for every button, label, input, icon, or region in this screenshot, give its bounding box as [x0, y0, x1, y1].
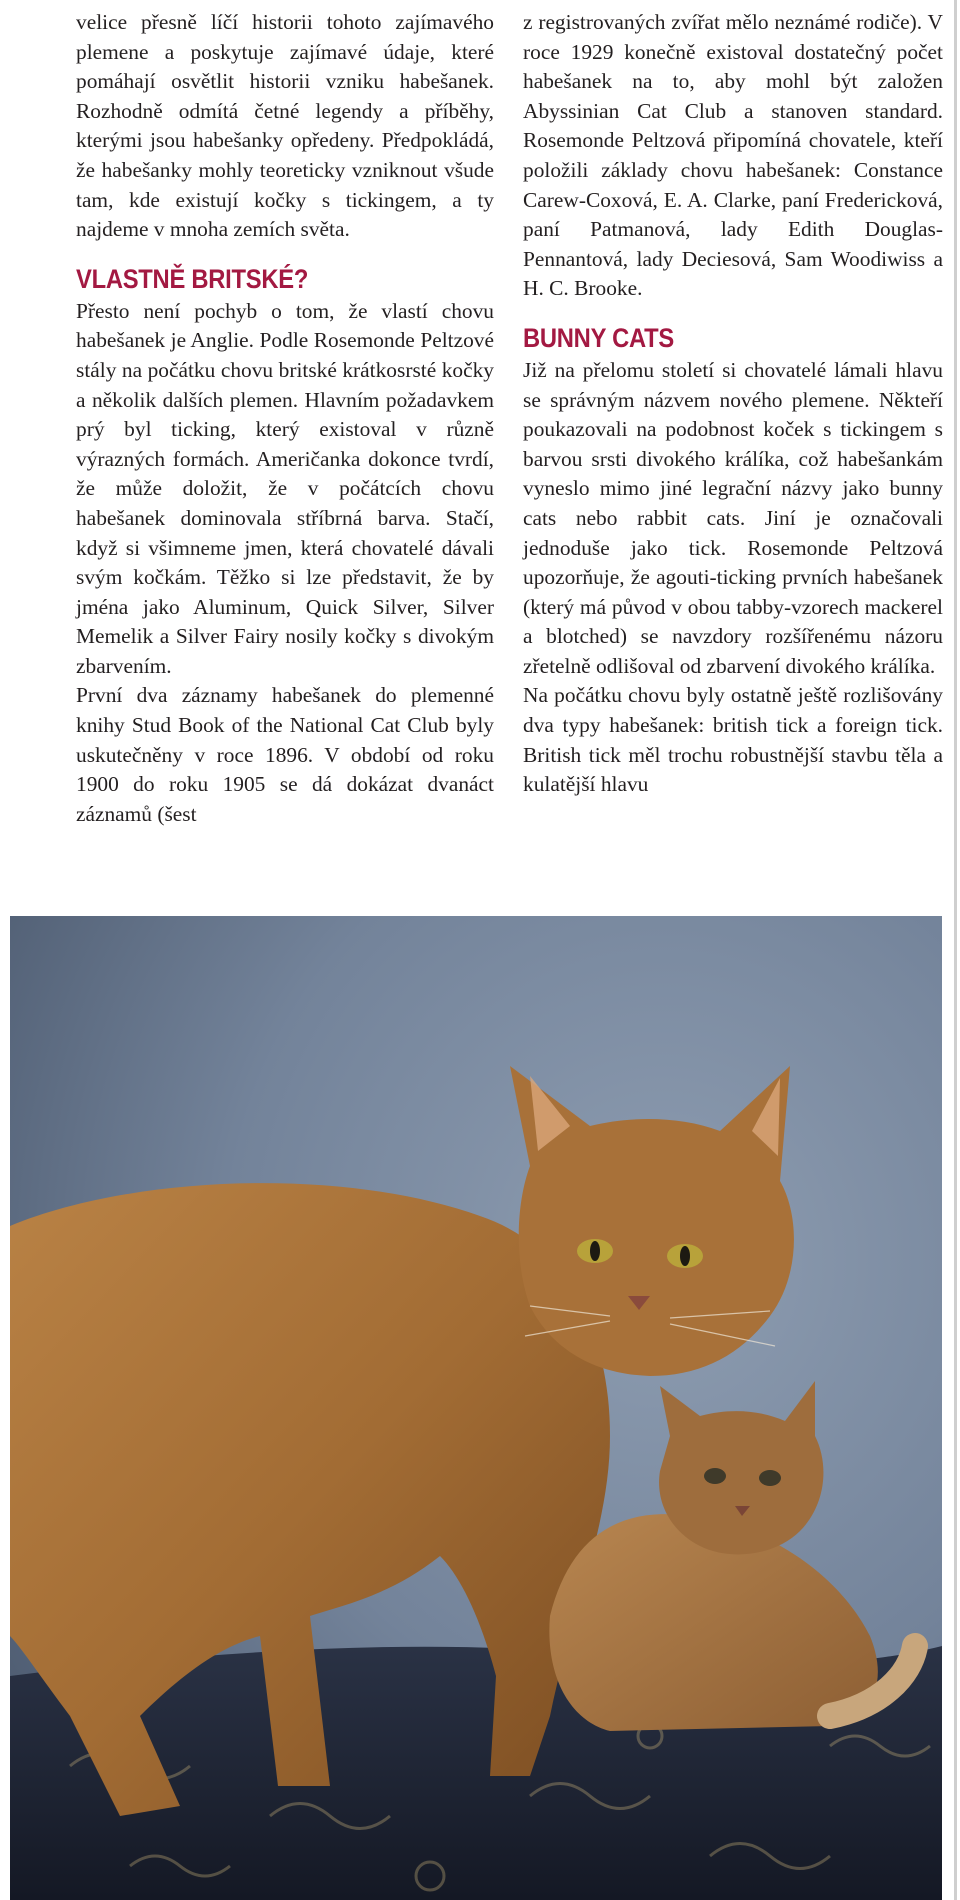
adult-cat-body	[10, 1183, 610, 1816]
kitten-eye-right	[759, 1470, 781, 1486]
left-text-column	[76, 8, 494, 829]
cat-photo	[10, 916, 942, 1900]
right-paragraph-3: Na počátku chovu byly ostatně ještě rozlišovány dva typy habešanek: british tick a foreign tick. British tick měl trochu robustnější stavbu těla a kulatější hlavu	[523, 683, 943, 797]
right-paragraph-2: Již na přelomu století si chovatelé lámali hlavu se správným názvem nového plemene. Někteří poukazovali na podobnost koček s tickingem s barvou srsti divokého králíka, což habešankám vyneslo mimo jiné legrační názvy jako bunny cats nebo rabbit cats. Jiní je označovali jednoduše jako tick. Rosemonde Peltzová upozorňuje, že agouti-ticking prvních habešanek (který má původ v obou tabby-vzorech mackerel a blotched) se navzdory rozšířenému názoru zřetelně odlišoval od zbarvení divokého králíka.	[523, 357, 943, 678]
cat-photo-illustration	[10, 916, 942, 1900]
left-paragraph-3: První dva záznamy habešanek do plemenné knihy Stud Book of the National Cat Club byly uskutečněny v roce 1896. V období od roku 1900 do roku 1905 se dá dokázat dvanáct záznamů (šest	[76, 683, 494, 826]
left-paragraph-2: Přesto není pochyb o tom, že vlastí chovu habešanek je Anglie. Podle Rosemonde Peltzové stály na počátku chovu britské krátkosrsté kočky a několik dalších plemen. Hlavním požadavkem prý byl ticking, který existoval v různě výrazných formách. Američanka dokonce tvrdí, že může doložit, že v počátcích chovu habešanek dominovala stříbrná barva. Stačí, když si všimneme jmen, která chovatelé dávali svým kočkám. Těžko si lze představit, že by jména jako Aluminum, Quick Silver, Silver Memelik a Silver Fairy nosily kočky s divokým zbarvením.	[76, 298, 494, 678]
section-heading-bunny-cats: BUNNY CATS	[523, 322, 674, 353]
kitten-eye-left	[704, 1468, 726, 1484]
section-heading-vlastne-britske: VLASTNĚ BRITSKÉ?	[76, 263, 309, 294]
page-edge-rule	[954, 0, 957, 1900]
left-paragraph-1: velice přesně líčí historii tohoto zajímavého plemene a poskytuje zajímavé údaje, které pomáhají osvětlit historii vzniku habešanek. Rozhodně odmítá četné legendy a příběhy, kterými jsou habešanky opředeny. Předpokládá, že habešanky mohly teoreticky vzniknout všude tam, kde existují kočky s tickingem, a ty najdeme v mnoha zemích světa.	[76, 10, 494, 242]
right-paragraph-1: z registrovaných zvířat mělo neznámé rodiče). V roce 1929 konečně existoval dostatečný počet habešanek na to, aby mohl být založen Abyssinian Cat Club a stanoven standard. Rosemonde Peltzová připomíná chovatele, kteří položili základy chovu habešanek: Constance Carew-Coxová, E. A. Clarke, paní Fredericková, paní Patmanová, lady Edith Douglas-Pennantová, lady Deciesová, Sam Woodiwiss a H. C. Brooke.	[523, 10, 943, 301]
right-text-column	[523, 8, 943, 800]
